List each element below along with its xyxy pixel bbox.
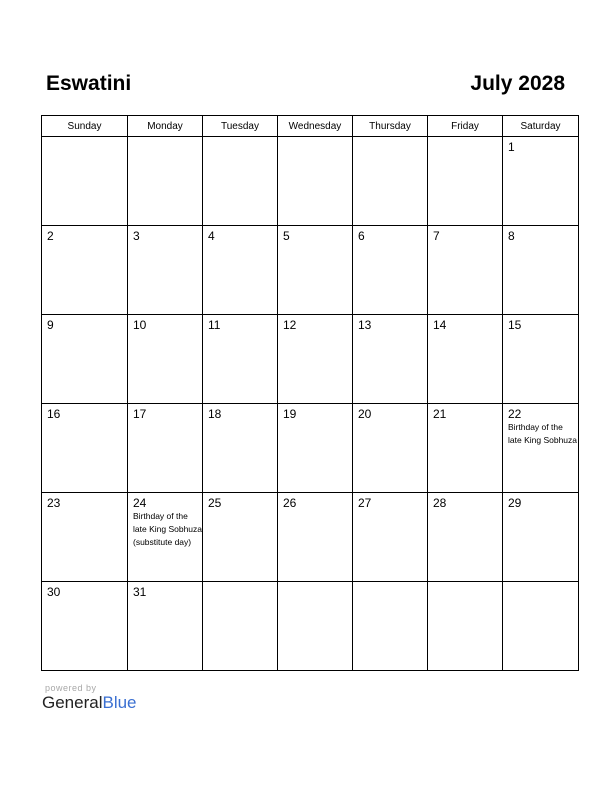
day-cell — [353, 137, 428, 226]
day-cell — [42, 226, 128, 315]
day-number: 19 — [283, 407, 297, 421]
day-number: 12 — [283, 318, 297, 332]
day-cell — [128, 226, 203, 315]
day-cell — [503, 404, 579, 493]
day-cell — [428, 226, 503, 315]
day-number: 7 — [433, 229, 440, 243]
holiday-label: Birthday of the late King Sobhuza — [508, 422, 577, 445]
weekday-header-row — [42, 116, 579, 137]
day-cell — [278, 315, 353, 404]
brand-blue-text: Blue — [102, 693, 137, 712]
weekday-header: Thursday — [353, 116, 428, 137]
weekday-header: Friday — [428, 116, 503, 137]
day-cell — [353, 226, 428, 315]
day-number: 16 — [47, 407, 61, 421]
day-number: 14 — [433, 318, 447, 332]
day-cell — [42, 404, 128, 493]
day-number: 8 — [508, 229, 515, 243]
weekday-header: Monday — [128, 116, 203, 137]
day-number: 10 — [133, 318, 147, 332]
day-number: 17 — [133, 407, 147, 421]
day-cell — [203, 226, 278, 315]
day-number — [203, 137, 277, 140]
day-cell — [353, 582, 428, 671]
weekday-header: Saturday — [503, 116, 579, 137]
day-cell — [42, 582, 128, 671]
day-number — [42, 137, 127, 140]
day-cell — [428, 404, 503, 493]
day-cell — [503, 226, 579, 315]
day-cell — [428, 493, 503, 582]
day-number: 26 — [283, 496, 297, 510]
day-cell — [278, 226, 353, 315]
day-number: 11 — [208, 318, 221, 332]
day-number — [128, 137, 202, 140]
day-cell — [353, 493, 428, 582]
day-cell — [203, 315, 278, 404]
day-number — [278, 582, 352, 585]
day-number: 27 — [358, 496, 372, 510]
weekday-header: Tuesday — [203, 116, 278, 137]
generalblue-logo[interactable] — [42, 693, 137, 713]
day-cell — [278, 493, 353, 582]
holiday-label: Birthday of the late King Sobhuza (substitute day) — [133, 511, 202, 547]
weekday-header: Wednesday — [278, 116, 353, 137]
day-cell — [503, 137, 579, 226]
calendar-grid — [41, 115, 579, 671]
day-number: 4 — [208, 229, 215, 243]
day-cell — [203, 582, 278, 671]
day-number: 3 — [133, 229, 140, 243]
day-cell — [128, 137, 203, 226]
powered-by-label: powered by — [45, 683, 97, 693]
day-number — [503, 582, 578, 585]
day-cell — [428, 582, 503, 671]
weekday-header: Sunday — [42, 116, 128, 137]
week-row — [42, 137, 579, 226]
day-cell — [503, 315, 579, 404]
day-number: 22 — [508, 407, 522, 421]
country-title: Eswatini — [46, 72, 132, 95]
day-number: 1 — [508, 140, 515, 154]
brand-general-text: General — [42, 693, 103, 712]
day-number: 29 — [508, 496, 522, 510]
day-number: 18 — [208, 407, 222, 421]
day-number: 13 — [358, 318, 372, 332]
week-row — [42, 582, 579, 671]
day-number: 6 — [358, 229, 365, 243]
day-number — [203, 582, 277, 585]
day-cell — [42, 493, 128, 582]
day-cell — [203, 493, 278, 582]
day-number: 9 — [47, 318, 54, 332]
day-cell — [353, 315, 428, 404]
day-cell — [128, 404, 203, 493]
week-row — [42, 493, 579, 582]
day-cell — [42, 315, 128, 404]
day-cell — [128, 493, 203, 582]
day-number — [278, 137, 352, 140]
day-number: 24 — [133, 496, 147, 510]
day-number: 23 — [47, 496, 61, 510]
week-row — [42, 315, 579, 404]
day-number: 30 — [47, 585, 61, 599]
day-cell — [278, 582, 353, 671]
week-row — [42, 226, 579, 315]
day-number: 5 — [283, 229, 290, 243]
day-cell — [353, 404, 428, 493]
day-number: 21 — [433, 407, 447, 421]
month-year-title: July 2028 — [470, 72, 565, 95]
day-cell — [128, 582, 203, 671]
day-cell — [503, 493, 579, 582]
day-cell — [278, 404, 353, 493]
day-cell — [428, 315, 503, 404]
day-cell — [428, 137, 503, 226]
day-number — [353, 137, 427, 140]
day-number: 28 — [433, 496, 447, 510]
day-number: 15 — [508, 318, 522, 332]
day-cell — [128, 315, 203, 404]
day-cell — [42, 137, 128, 226]
day-cell — [203, 404, 278, 493]
day-number: 31 — [133, 585, 147, 599]
day-number — [428, 582, 502, 585]
day-number — [428, 137, 502, 140]
day-number — [353, 582, 427, 585]
day-number: 20 — [358, 407, 372, 421]
day-number: 25 — [208, 496, 222, 510]
day-cell — [503, 582, 579, 671]
day-cell — [203, 137, 278, 226]
day-cell — [278, 137, 353, 226]
week-row — [42, 404, 579, 493]
day-number: 2 — [47, 229, 54, 243]
